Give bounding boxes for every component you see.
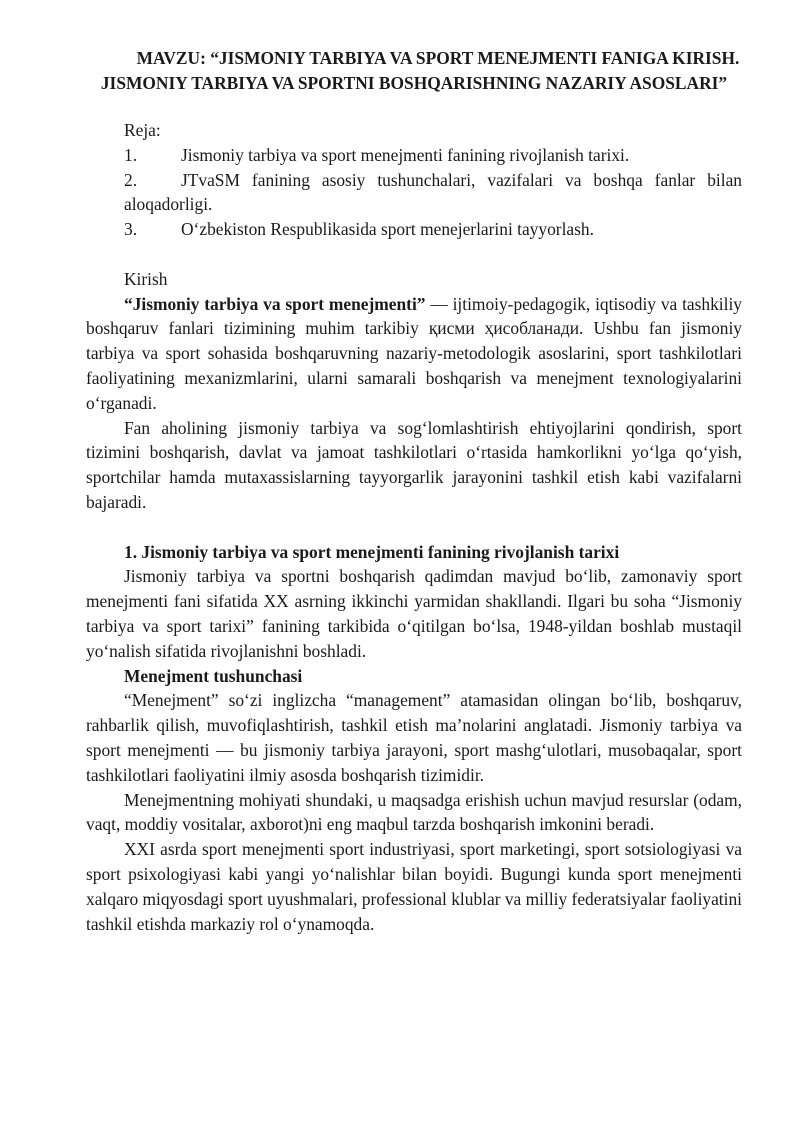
plan-item-text: O‘zbekiston Respublikasida sport menejerlarini tayyorlash. [181, 219, 594, 240]
title-text: MAVZU: “JISMONIY TARBIYA VA SPORT MENEJMENTI FANIGA KIRISH. JISMONIY TARBIYA VA SPORTNI BOSHQARISHNING NAZARIY ASOSLARI” [100, 48, 740, 93]
intro-paragraph-2: Fan aholining jismoniy tarbiya va sog‘lomlashtirish ehtiyojlarini qondirish, sport tizimini boshqarish, davlat va jamoat tashkilotlari o‘rtasida hamkorlikni yo‘lga qo‘yish, sportchilar hamda mutaxassislarning tayyorgarlik jarayonini tashkil etish kabi vazifalarni bajaradi. [86, 417, 742, 512]
plan-item-1 [86, 143, 742, 168]
plan-item-text: Jismoniy tarbiya va sport menejmenti fanining rivojlanish tarixi. [181, 144, 630, 165]
section-1-paragraph-3: Menejmentning mohiyati shundaki, u maqsadga erishish uchun mavjud resurslar (odam, vaqt, moddiy vositalar, axborot)ni eng maqbul tarzda boshqarish imkonini beradi. [86, 789, 742, 835]
section-1-paragraph-2: “Menejment” so‘zi inglizcha “management” atamasidan olingan bo‘lib, boshqaruv, rahbarlik qilish, muvofiqlashtirish, tashkil etish ma’nolarini anglatadi. Jismoniy tarbiya va sport menejmenti — bu jismoniy tarbiya jarayoni, sport mashg‘ulotlari, musobaqalar, sport tashkilotlari faoliyatini ilmiy asosda boshqarish tizimidir. [86, 690, 742, 785]
intro-heading: Kirish [124, 268, 168, 289]
section-1-paragraph-4: XXI asrda sport menejmenti sport industriyasi, sport marketingi, sport sotsiologiyasi va sport psixologiyasi kabi yangi yo‘nalishlar bilan boyidi. Bugungi kunda sport menejmenti xalqaro miqyosdagi sport uyushmalari, professional klublar va milliy federatsiyalar faoliyatini tashkil etishda markaziy rol o‘ynamoqda. [86, 839, 742, 934]
page-title [86, 46, 742, 96]
intro-paragraph-1-text: — ijtimoiy-pedagogik, iqtisodiy va tashkiliy boshqaruv fanlari tizimining muhim tarkibiy қисми ҳисобланади. Ushbu fan jismoniy tarbiya va sport sohasida boshqaruvning nazariy-metodologik asoslarini, sport tashkilotlari faoliyatining mexanizmlarini, ularni samarali boshqarish va menejment texnologiyalarini o‘rganadi. [86, 293, 742, 413]
subsection-heading [86, 664, 742, 689]
plan-heading: Reja: [124, 120, 161, 140]
spacer [86, 515, 742, 540]
section-1-paragraph-1: Jismoniy tarbiya va sportni boshqarish qadimdan mavjud bo‘lib, zamonaviy sport menejmenti fani sifatida XX asrning ikkinchi yarmidan shakllandi. Ilgari bu soha “Jismoniy tarbiya va sport tarixi” fanining tarkibida o‘qitilgan bo‘lsa, 1948-yildan boshlab mustaqil yo‘nalish sifatida rivojlanishni boshladi. [86, 566, 742, 661]
plan-item-number: 1. [124, 144, 138, 165]
plan-item-text: JTvaSM fanining asosiy tushunchalari, vazifalari va boshqa fanlar bilan aloqadorligi. [124, 169, 742, 215]
plan-item-number: 3. [124, 219, 138, 240]
spacer [86, 242, 742, 267]
plan-item-2 [86, 168, 742, 218]
intro-term: “Jismoniy tarbiya va sport menejmenti” [124, 293, 426, 314]
subsection-heading-text: Menejment tushunchasi [124, 665, 303, 686]
plan-item-3 [86, 217, 742, 242]
intro-paragraph-1 [86, 292, 742, 416]
section-1-heading-text: 1. Jismoniy tarbiya va sport menejmenti fanining rivojlanish tarixi [124, 541, 620, 562]
section-1-heading [86, 540, 742, 565]
plan-item-number: 2. [124, 169, 138, 190]
